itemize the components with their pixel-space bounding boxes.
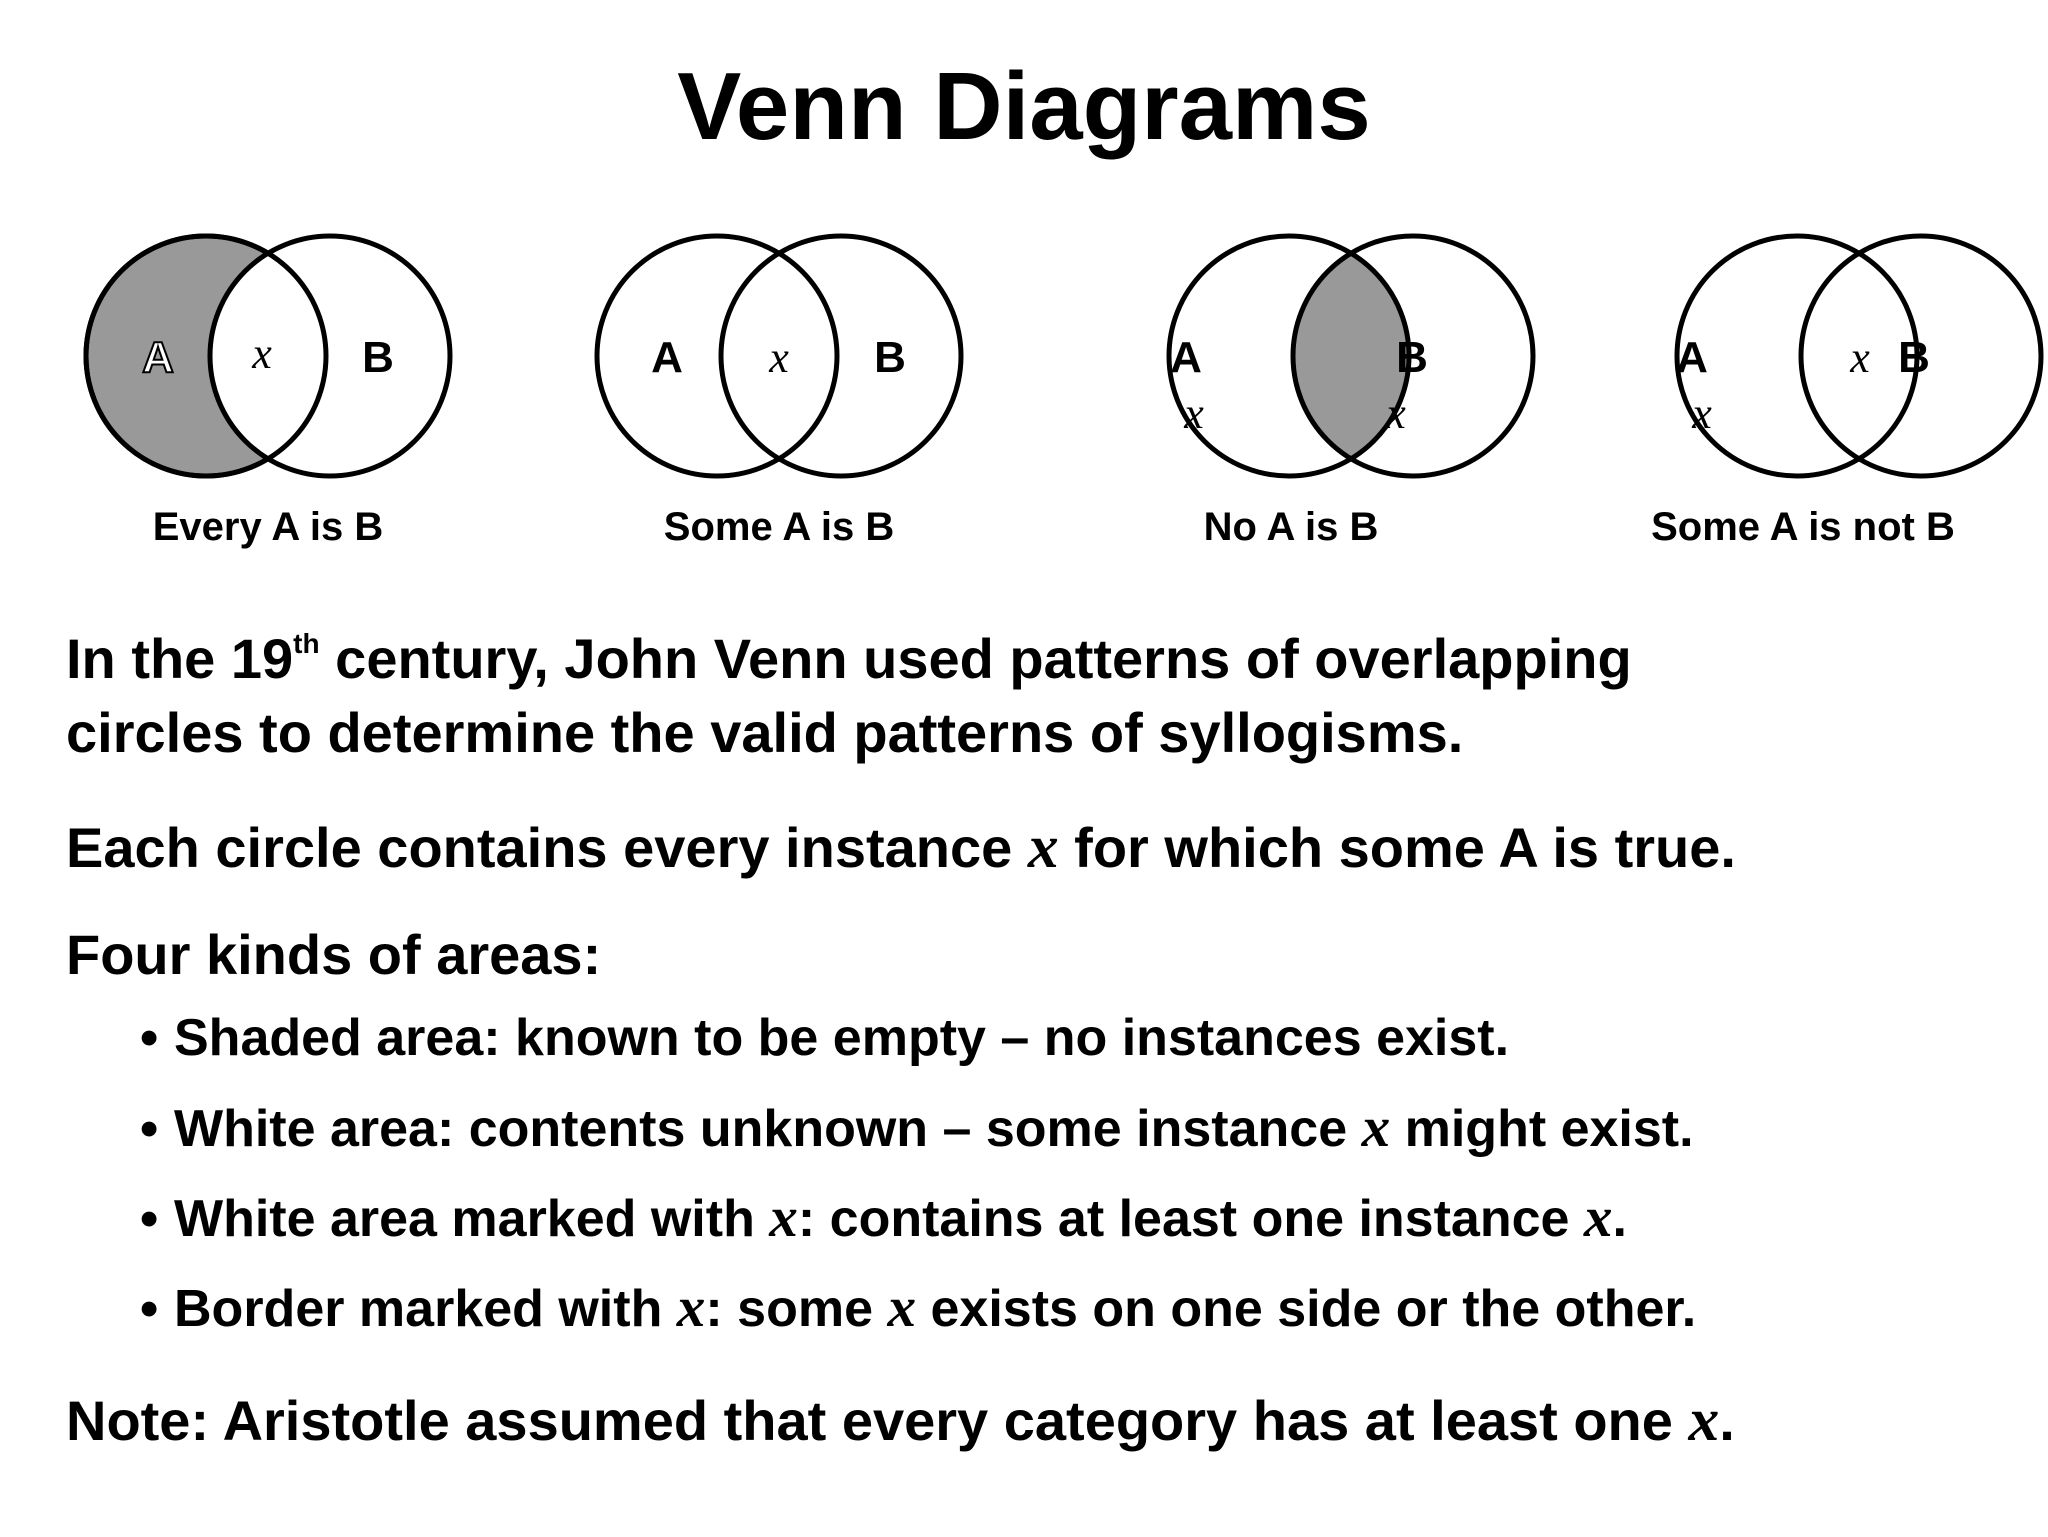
label-b: B xyxy=(1898,333,1930,382)
venn-every-a-is-b xyxy=(86,236,450,549)
caption: Every A is B xyxy=(152,505,384,549)
label-a: A xyxy=(651,333,683,382)
bullet-text: White area marked with xyxy=(174,1190,770,1248)
bullet-text: White area: contents unknown – some instance xyxy=(174,1100,1362,1158)
label-a: A xyxy=(142,333,174,382)
label-a: A xyxy=(1676,333,1708,382)
bullet-text: Shaded area: known to be empty – no instances exist. xyxy=(174,1009,1510,1067)
para2-text-cont: for which some A is true. xyxy=(1058,816,1736,879)
bullet-text-end: exists on one side or the other. xyxy=(916,1280,1697,1338)
bullet-icon: • xyxy=(140,1280,159,1338)
bullet-text: Border marked with xyxy=(174,1280,677,1338)
paragraph-venn-history xyxy=(66,622,1632,770)
variable-x: x xyxy=(676,1276,706,1339)
mark-x-b: x xyxy=(1386,389,1406,438)
variable-x: x xyxy=(887,1276,917,1339)
bullet-icon: • xyxy=(140,1009,159,1067)
label-b: B xyxy=(1396,333,1428,382)
variable-x: x xyxy=(1688,1386,1720,1454)
circle-a xyxy=(597,236,837,476)
circle-b xyxy=(210,236,450,476)
venn-some-a-is-b xyxy=(597,236,961,549)
venn-some-a-is-not-b xyxy=(1651,236,2041,549)
para1-text: In the 19 xyxy=(66,627,294,690)
bullet-border-marked xyxy=(140,1276,1696,1341)
mark-x-a: x xyxy=(1692,389,1712,438)
heading-four-kinds: Four kinds of areas: xyxy=(66,923,602,986)
bullet-icon: • xyxy=(140,1190,159,1248)
variable-x: x xyxy=(1027,813,1059,881)
variable-x: x xyxy=(1583,1186,1613,1249)
venn-no-a-is-b xyxy=(1169,236,1533,549)
para1-text-cont: century, John Venn used patterns of overlapping xyxy=(319,627,1632,690)
caption: Some A is B xyxy=(663,505,895,549)
bullet-text-cont: might exist. xyxy=(1390,1100,1694,1158)
note-text: Note: Aristotle assumed that every category has at least one xyxy=(66,1389,1689,1452)
variable-x: x xyxy=(1361,1096,1391,1159)
caption: No A is B xyxy=(1203,505,1379,549)
bullet-text-mid: : some xyxy=(705,1280,888,1338)
para2-text: Each circle contains every instance xyxy=(66,816,1028,879)
mark-x: x xyxy=(769,333,789,382)
bullet-white-area xyxy=(140,1096,1694,1161)
bullet-shaded-area xyxy=(140,1006,1509,1070)
caption: Some A is not B xyxy=(1651,505,1955,549)
ordinal-suffix: th xyxy=(293,627,320,659)
page-title: Venn Diagrams xyxy=(677,53,1371,160)
variable-x: x xyxy=(769,1186,798,1249)
note-aristotle xyxy=(66,1383,1735,1458)
label-b: B xyxy=(362,333,394,382)
label-b: B xyxy=(874,333,906,382)
mark-x-a: x xyxy=(1184,389,1204,438)
bullet-text-mid: : contains at least one instance xyxy=(797,1190,1584,1248)
bullet-icon: • xyxy=(140,1100,159,1158)
bullet-text-end: . xyxy=(1612,1190,1627,1248)
mark-x: x xyxy=(252,329,272,378)
mark-x-border: x xyxy=(1850,333,1870,382)
para1-line2: circles to determine the valid patterns of syllogisms. xyxy=(66,701,1464,764)
circle-b xyxy=(721,236,961,476)
note-text-end: . xyxy=(1719,1389,1735,1452)
paragraph-circle-definition xyxy=(66,810,1736,885)
bullet-white-area-marked xyxy=(140,1186,1627,1251)
label-a: A xyxy=(1170,333,1202,382)
circle-a xyxy=(1677,236,1917,476)
venn-diagrams xyxy=(0,0,2048,560)
